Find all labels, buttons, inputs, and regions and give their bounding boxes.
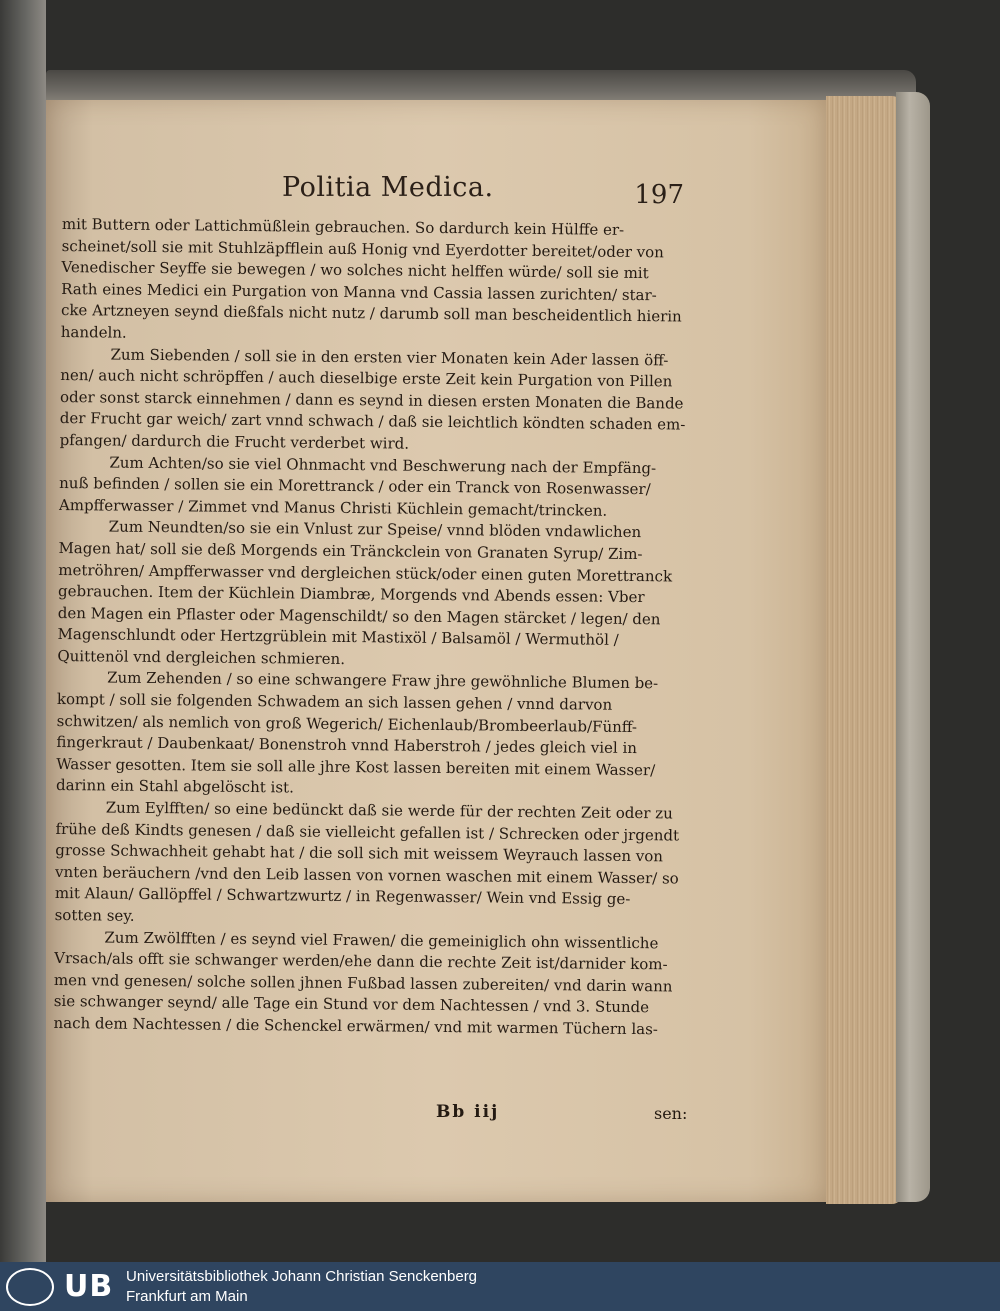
text-line: Zum Neundten/so sie ein Vnlust zur Speise/ vnnd blöden vndawlichen [108, 517, 642, 542]
text-line: Wasser gesotten. Item sie soll alle jhre Kost lassen bereiten mit einem Wasser/ [56, 754, 656, 780]
page-number: 197 [634, 180, 684, 210]
text-line: Ampfferwasser / Zimmet vnd Manus Christi Küchlein gemacht/trincken. [58, 495, 608, 520]
text-line: nach dem Nachtessen / die Schenckel erwärmen/ vnd mit warmen Tüchern las- [53, 1013, 659, 1039]
text-line: der Frucht gar weich/ zart vnnd schwach / daß sie leichtlich köndten schaden em- [59, 409, 686, 434]
text-line: kompt / soll sie folgenden Schwadem an sich lassen gehen / vnnd darvon [56, 690, 613, 714]
text-line: frühe deß Kindts genesen / daß sie vielleicht gefallen ist / Schrecken oder jrgendt [55, 819, 680, 845]
text-line: Quittenöl vnd dergleichen schmieren. [57, 646, 346, 668]
running-head [240, 172, 700, 212]
running-title: Politia Medica. [282, 172, 494, 203]
text-line: den Magen ein Pflaster oder Magenschildt/ so den Magen stärcket / legen/ den [57, 603, 661, 628]
library-footer [0, 1262, 1000, 1311]
library-logo[interactable] [6, 1268, 114, 1306]
text-line: nuß befinden / sollen sie ein Morettranck / oder ein Tranck von Rosenwasser/ [59, 474, 651, 499]
text-line: Zum Zwölfften / es seynd viel Frawen/ die gemeiniglich ohn wissentliche [104, 928, 659, 952]
text-line: Venedischer Seyffe sie bewegen / wo solches nicht helffen würde/ soll sie mit [61, 258, 649, 283]
text-line: mit Alaun/ Gallöpffel / Schwartzwurtz / in Regenwasser/ Wein vnd Essig ge- [54, 884, 631, 909]
text-line: vnten beräuchern /vnd den Leib lassen von vornen waschen mit einem Wasser/ so [55, 862, 679, 888]
text-line: Zum Zehenden / so eine schwangere Fraw jhre gewöhnliche Blumen be- [107, 668, 659, 693]
text-line: Zum Eylfften/ so eine bedünckt daß sie werde für der rechten Zeit oder zu [105, 798, 673, 823]
text-line: gebrauchen. Item der Küchlein Diambræ, Morgends vnd Abends essen: Vber [57, 582, 645, 607]
institution-city: Frankfurt am Main [126, 1288, 248, 1305]
text-line: Zum Achten/so sie viel Ohnmacht vnd Beschwerung nach der Empfäng- [109, 453, 657, 477]
catchword: sen: [654, 1104, 688, 1123]
text-line: metröhren/ Ampfferwasser vnd dergleichen stück/oder einen guten Morettranck [58, 560, 673, 585]
text-line: Zum Siebenden / soll sie in den ersten vier Monaten kein Ader lassen öff- [110, 345, 669, 369]
seal-icon [6, 1268, 54, 1306]
body-text [53, 214, 690, 1041]
text-line: men vnd genesen/ solche sollen jhnen Fußbad lassen zubereiten/ vnd darin wann [53, 970, 673, 996]
text-line: scheinet/soll sie mit Stuhlzäpfflein auß Honig vnd Eyerdotter bereitet/oder von [61, 236, 664, 261]
text-line: mit Buttern oder Lattichmüßlein gebrauchen. So dardurch kein Hülffe er- [61, 214, 625, 239]
text-line: sotten sey. [54, 905, 135, 925]
text-line: Rath eines Medici ein Purgation von Manna vnd Cassia lassen zurichten/ star- [61, 279, 657, 305]
text-line: nen/ auch nicht schröpffen / auch dieselbige erste Zeit kein Purgation von Pillen [60, 366, 673, 391]
text-line: handeln. [60, 322, 127, 342]
text-line: sie schwanger seynd/ alle Tage ein Stund vor dem Nachtessen / vnd 3. Stunde [53, 992, 650, 1017]
text-line: Magen hat/ soll sie deß Morgends ein Tränckclein von Granaten Syrup/ Zim- [58, 538, 643, 564]
text-line: cke Artzneyen seynd dießfals nicht nutz / darumb soll man bescheidentlich hierin [60, 301, 682, 326]
book-top-board [46, 70, 916, 104]
signature-mark: Bb iij [436, 1102, 500, 1122]
book-cover-side [896, 92, 930, 1202]
text-line: Vrsach/als offt sie schwanger werden/ehe dann die rechte Zeit ist/darnider kom- [54, 949, 668, 974]
book-left-edge [0, 0, 46, 1262]
text-line: pfangen/ dardurch die Frucht verderbet wird. [59, 430, 410, 453]
text-line: schwitzen/ als nemlich von groß Wegerich/ Eichenlaub/Brombeerlaub/Fünff- [56, 711, 638, 736]
text-line: darinn ein Stahl abgelöscht ist. [55, 776, 294, 797]
page-edges [826, 96, 902, 1204]
institution-name: Universitätsbibliothek Johann Christian Senckenberg [126, 1268, 478, 1285]
text-line: fingerkraut / Daubenkaat/ Bonenstroh vnnd Haberstroh / jedes gleich viel in [56, 733, 638, 758]
text-line: oder sonst starck einnehmen / dann es seynd in diesen ersten Monaten die Bande [59, 387, 684, 413]
text-line: Magenschlundt oder Hertzgrüblein mit Mastixöl / Balsamöl / Wermuthöl / [57, 625, 619, 650]
logo-text: UB [64, 1269, 114, 1304]
text-line: grosse Schwachheit gehabt hat / die soll sich mit weissem Weyrauch lassen von [55, 841, 664, 866]
